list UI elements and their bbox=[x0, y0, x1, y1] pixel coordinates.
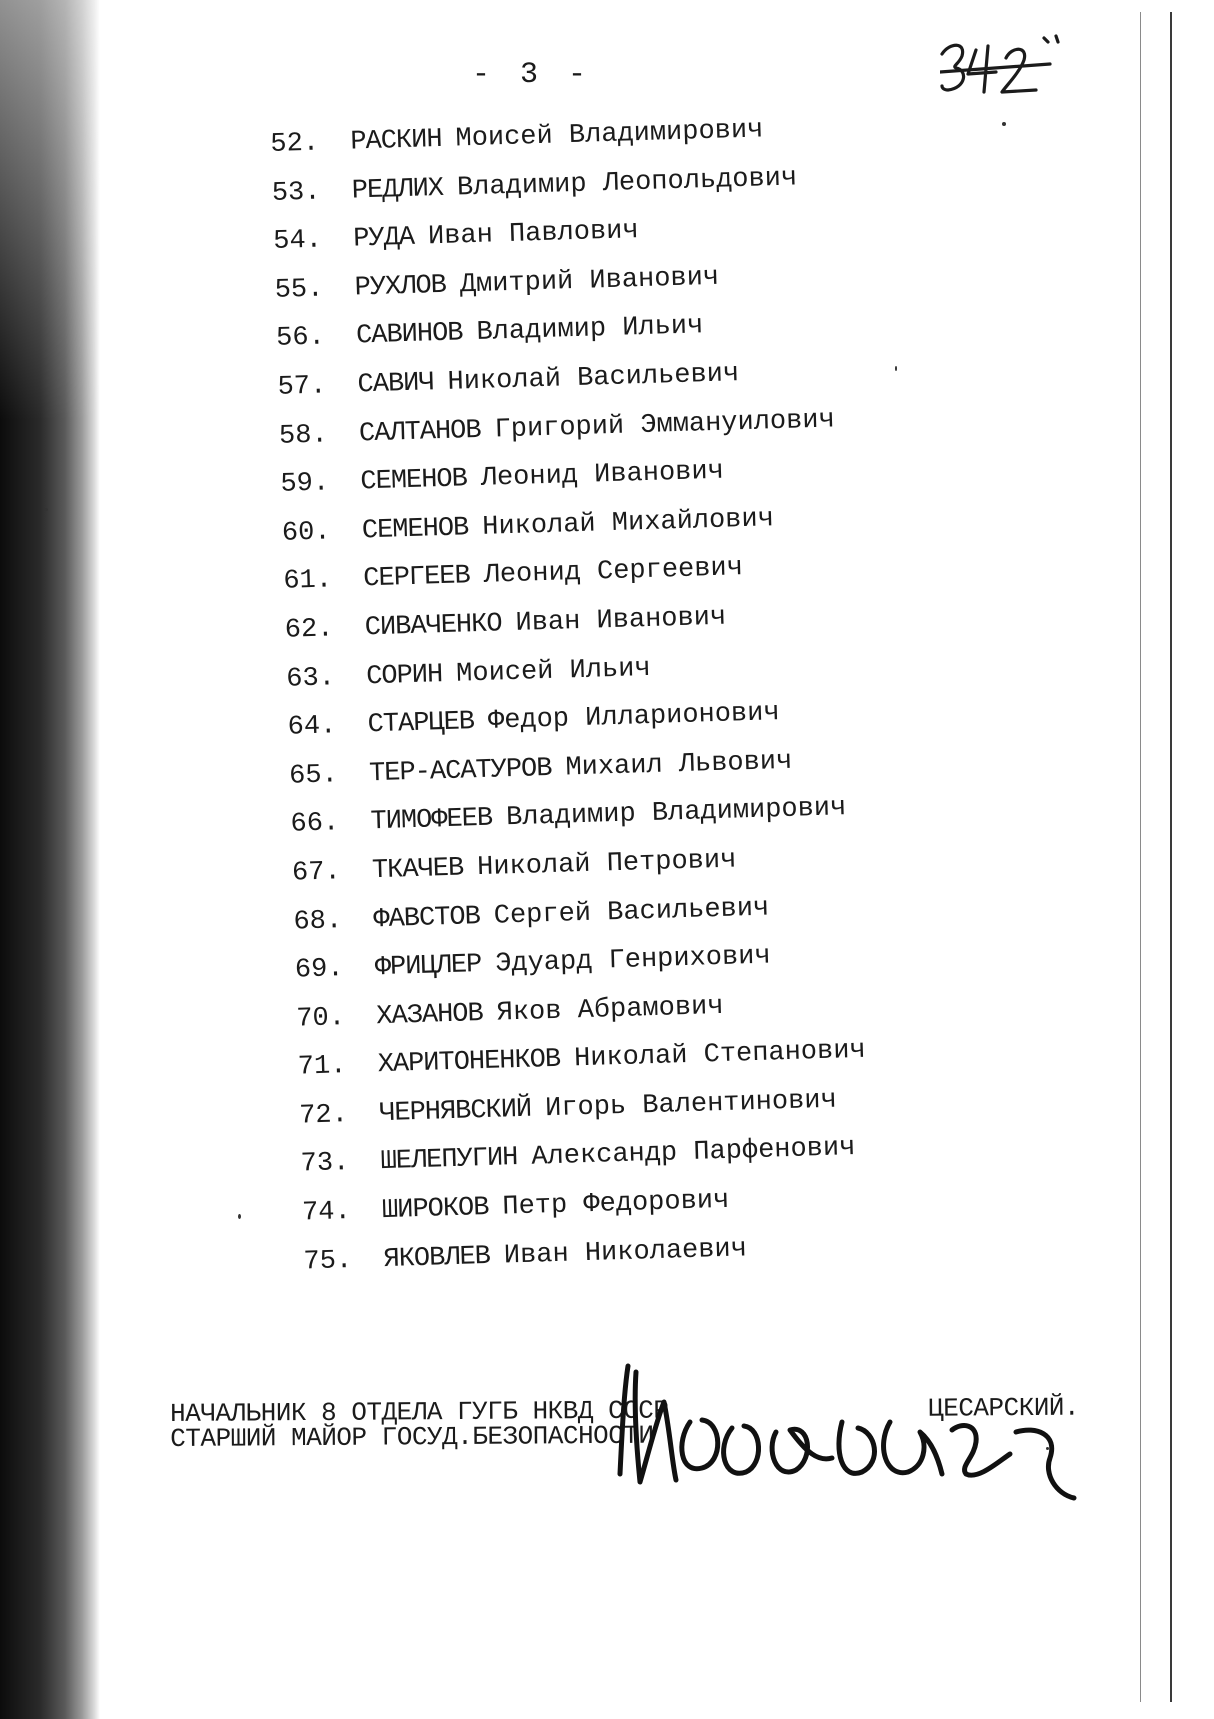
archive-number-stamp bbox=[940, 28, 1070, 103]
scan-shadow-left bbox=[0, 0, 100, 1719]
item-surname: ЧЕРНЯВСКИЙ bbox=[378, 1094, 532, 1130]
item-number: 57. bbox=[277, 371, 327, 403]
page-number: - 3 - bbox=[472, 58, 593, 92]
item-surname: ШЕЛЕПУГИН bbox=[380, 1143, 518, 1178]
item-surname: ФАВСТОВ bbox=[373, 901, 481, 935]
item-surname: ЯКОВЛЕВ bbox=[383, 1241, 491, 1275]
item-surname: ТИМОФЕЕВ bbox=[370, 804, 493, 838]
item-number: 73. bbox=[300, 1148, 350, 1181]
item-number: 70. bbox=[295, 1002, 346, 1035]
item-given-names: Владимир Леопольдович bbox=[456, 162, 798, 204]
item-given-names: Николай Васильевич bbox=[447, 359, 740, 398]
item-surname: СОРИН bbox=[365, 659, 443, 692]
item-surname: СЕРГЕЕВ bbox=[362, 561, 471, 595]
item-surname: САВИНОВ bbox=[355, 318, 463, 352]
item-given-names: Иван Павлович bbox=[427, 216, 640, 253]
item-number: 64. bbox=[287, 711, 337, 743]
item-surname: РЕДЛИХ bbox=[351, 173, 444, 207]
item-given-names: Леонид Иванович bbox=[480, 456, 725, 495]
item-number: 56. bbox=[275, 322, 326, 355]
item-given-names: Владимир Ильич bbox=[476, 311, 704, 349]
item-given-names: Александр Парфенович bbox=[531, 1133, 856, 1174]
item-surname: СТАРЦЕВ bbox=[367, 707, 475, 741]
item-surname: САВИЧ bbox=[357, 368, 435, 401]
item-surname: СИВАЧЕНКО bbox=[364, 609, 503, 644]
item-given-names: Моисей Владимирович bbox=[455, 115, 764, 155]
item-number: 58. bbox=[278, 419, 329, 452]
item-number: 65. bbox=[288, 759, 339, 792]
item-given-names: Сергей Васильевич bbox=[493, 893, 770, 932]
scan-edge-line bbox=[1170, 12, 1172, 1702]
item-surname: ТКАЧЕВ bbox=[371, 853, 464, 887]
item-given-names: Яков Абрамович bbox=[496, 991, 724, 1029]
item-number: 55. bbox=[274, 274, 324, 306]
item-surname: САЛТАНОВ bbox=[358, 415, 482, 450]
item-number: 71. bbox=[297, 1051, 347, 1083]
item-given-names: Григорий Эммануилович bbox=[494, 404, 836, 446]
scan-speck bbox=[238, 1214, 241, 1219]
item-given-names: Петр Федорович bbox=[502, 1185, 730, 1223]
item-given-names: Дмитрий Иванович bbox=[459, 262, 720, 301]
scan-edge-line bbox=[1140, 12, 1141, 1702]
scan-speck bbox=[44, 508, 48, 511]
item-number: 63. bbox=[285, 662, 336, 695]
item-surname: СЕМЕНОВ bbox=[361, 513, 469, 547]
handwritten-signature bbox=[606, 1362, 1086, 1502]
item-number: 75. bbox=[303, 1245, 353, 1278]
item-given-names: Николай Михайлович bbox=[481, 503, 775, 543]
handwritten-archive-number bbox=[940, 28, 1070, 98]
item-number: 62. bbox=[284, 614, 334, 646]
item-given-names: Иван Иванович bbox=[515, 602, 727, 639]
item-number: 74. bbox=[301, 1197, 352, 1229]
item-given-names: Эдуард Генрихович bbox=[494, 941, 772, 980]
item-number: 60. bbox=[281, 517, 332, 549]
item-given-names: Леонид Сергеевич bbox=[483, 553, 744, 592]
scan-speck bbox=[895, 366, 897, 371]
item-given-names: Моисей Ильич bbox=[455, 653, 652, 690]
item-given-names: Иван Николаевич bbox=[503, 1234, 748, 1272]
footer-position: НАЧАЛЬНИК 8 ОТДЕЛА ГУГБ НКВД СССР bbox=[169, 1395, 669, 1429]
item-number: 61. bbox=[282, 565, 333, 598]
item-surname: ХАРИТОНЕНКОВ bbox=[377, 1045, 561, 1081]
item-number: 68. bbox=[293, 905, 343, 938]
footer-rank: СТАРШИЙ МАЙОР ГОСУД.БЕЗОПАСНОСТИ bbox=[170, 1420, 654, 1454]
footer-signatory-name: ЦЕСАРСКИЙ. bbox=[927, 1392, 1080, 1424]
item-number: 59. bbox=[280, 468, 330, 500]
item-surname: СЕМЕНОВ bbox=[360, 464, 468, 498]
item-given-names: Михаил Львович bbox=[565, 746, 793, 784]
item-surname: ШИРОКОВ bbox=[381, 1193, 489, 1227]
item-surname: РУДА bbox=[352, 222, 415, 255]
item-given-names: Владимир Владимирович bbox=[505, 793, 847, 834]
item-surname: РУХЛОВ bbox=[354, 270, 447, 304]
item-surname: ХАЗАНОВ bbox=[375, 998, 484, 1032]
scan-speck bbox=[1002, 122, 1006, 126]
item-number: 52. bbox=[270, 128, 320, 160]
item-number: 53. bbox=[271, 177, 321, 209]
item-number: 66. bbox=[290, 808, 340, 840]
item-given-names: Николай Степанович bbox=[573, 1036, 867, 1075]
item-surname: РАСКИН bbox=[349, 124, 443, 158]
item-number: 67. bbox=[291, 857, 342, 889]
item-given-names: Николай Петрович bbox=[476, 845, 737, 884]
item-number: 54. bbox=[272, 225, 323, 258]
name-list bbox=[270, 113, 872, 1296]
item-given-names: Федор Илларионович bbox=[487, 698, 781, 737]
item-surname: ФРИЦЛЕР bbox=[374, 950, 482, 984]
item-surname: ТЕР-АСАТУРОВ bbox=[368, 753, 552, 790]
item-given-names: Игорь Валентинович bbox=[544, 1085, 838, 1125]
scan-speck bbox=[1046, 1447, 1049, 1450]
item-number: 72. bbox=[298, 1100, 349, 1132]
item-number: 69. bbox=[294, 954, 344, 986]
